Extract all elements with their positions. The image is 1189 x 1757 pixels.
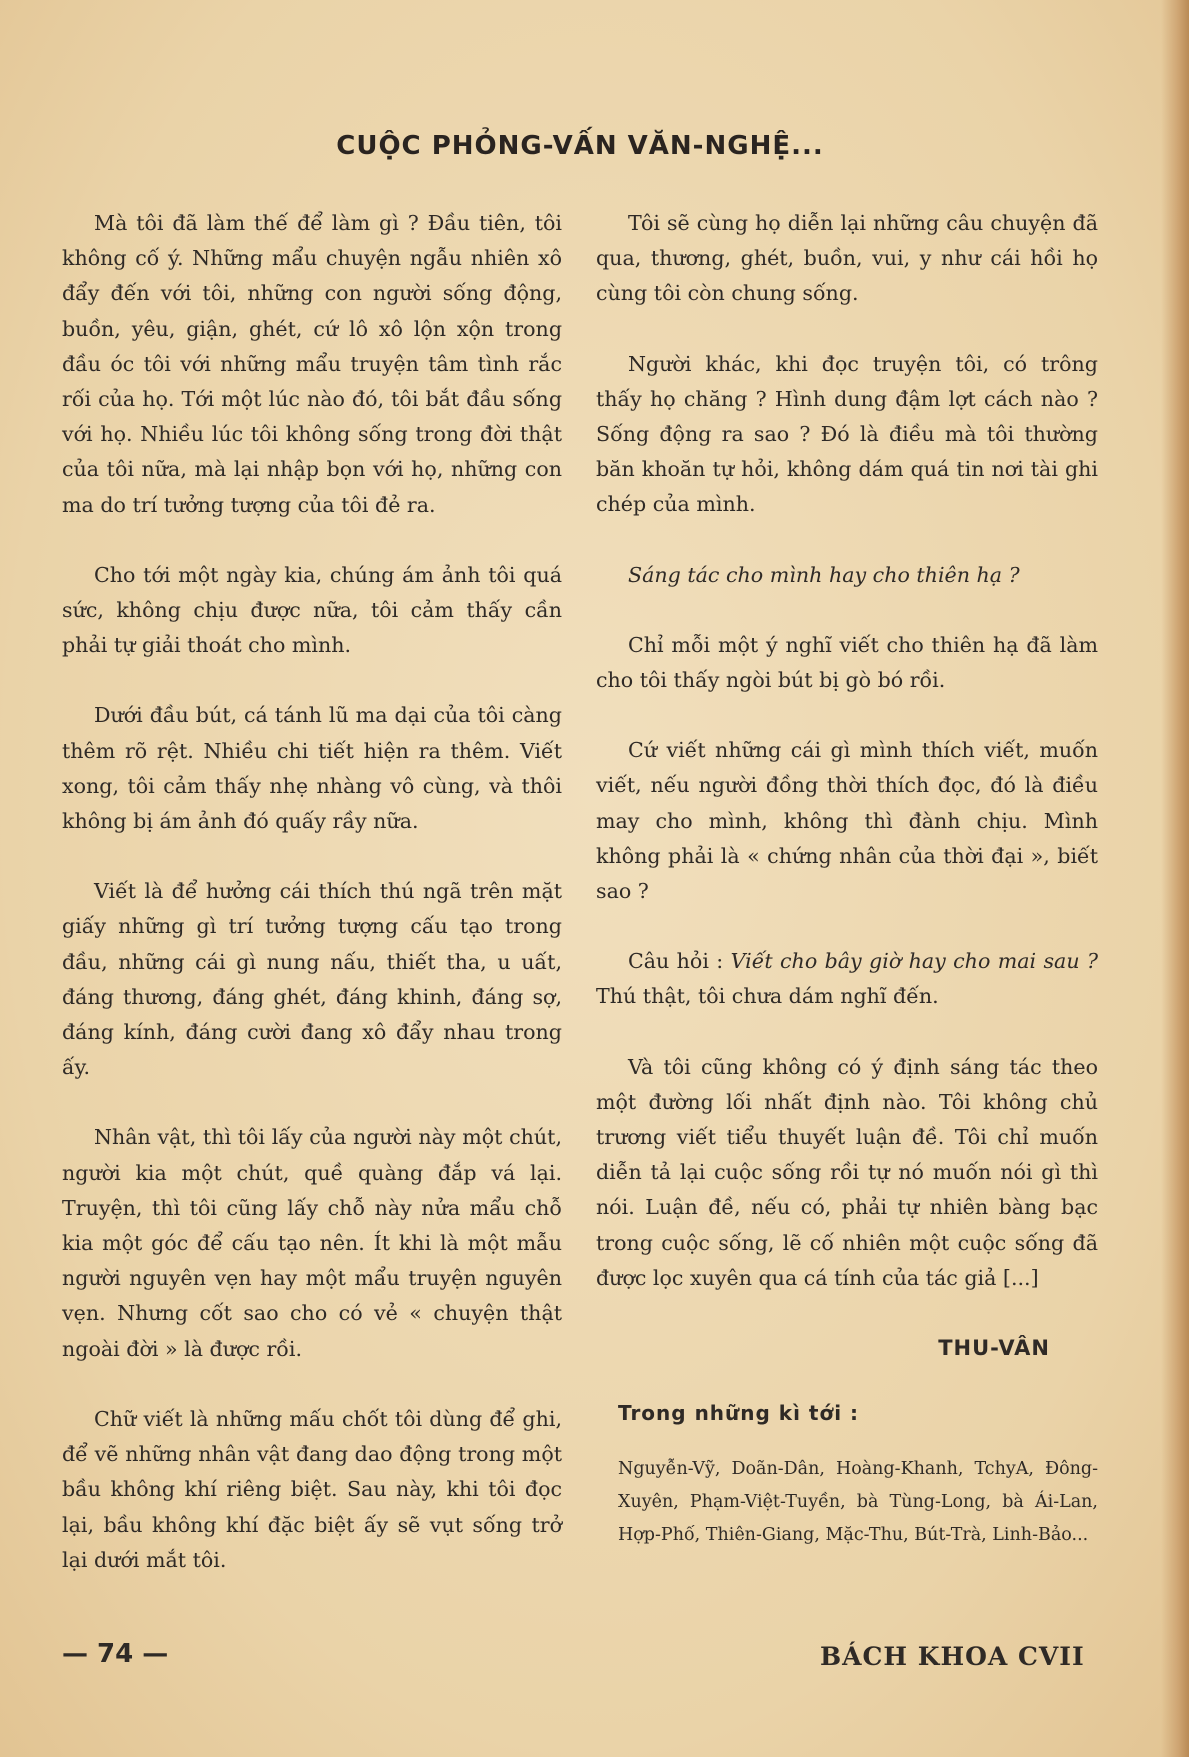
- left-paragraph-2: Cho tới một ngày kia, chúng ám ảnh tôi quá sức, không chịu được nữa, tôi cảm thấy cần phải tự giải thoát cho mình.: [62, 562, 562, 658]
- question-answer: Thú thật, tôi chưa dám nghĩ đến.: [596, 984, 939, 1009]
- page-number: — 74 —: [62, 1639, 169, 1669]
- left-paragraph-5: Nhân vật, thì tôi lấy của người này một chút, người kia một chút, quề quàng đắp vá lại. Truyện, thì tôi cũng lấy chỗ này nửa mẩu chỗ kia một góc để cấu tạo nên. Ít khi là một mẫu người nguyên vẹn hay một mẩu truyện nguyên vẹn. Nhưng cốt sao cho có vẻ « chuyện thật ngoài đời » là được rồi.: [62, 1125, 562, 1361]
- upcoming-title: Trong những kì tới :: [618, 1401, 860, 1426]
- question-lead: Câu hỏi :: [628, 949, 731, 974]
- interview-question-2: Viết cho bây giờ hay cho mai sau ?: [730, 949, 1098, 974]
- right-column: [596, 206, 1098, 1552]
- right-paragraph-1: Tôi sẽ cùng họ diễn lại những câu chuyện đã qua, thương, ghét, buồn, vui, y như cái hồi họ cùng tôi còn chung sống.: [596, 211, 1098, 306]
- author-signature: THU-VÂN: [938, 1336, 1050, 1361]
- left-paragraph-6: Chữ viết là những mấu chốt tôi dùng để ghi, để vẽ những nhân vật đang dao động trong một bầu không khí riêng biệt. Sau này, khi tôi đọc lại, bầu không khí đặc biệt ấy sẽ vụt sống trở lại dưới mắt tôi.: [62, 1406, 562, 1572]
- right-paragraph-3: Chỉ mỗi một ý nghĩ viết cho thiên hạ đã làm cho tôi thấy ngòi bút bị gò bó rồi.: [596, 632, 1098, 693]
- page-edge-shadow: [1161, 0, 1189, 1757]
- left-paragraph-3: Dưới đầu bút, cá tánh lũ ma dại của tôi càng thêm rõ rệt. Nhiều chi tiết hiện ra thêm. Viết xong, tôi cảm thấy nhẹ nhàng vô cùng, và thôi không bị ám ảnh đó quấy rầy nữa.: [62, 703, 562, 834]
- journal-name: BÁCH KHOA CVII: [820, 1642, 1085, 1671]
- interview-question-1: Sáng tác cho mình hay cho thiên hạ ?: [628, 562, 1020, 587]
- left-column: [62, 206, 562, 1613]
- right-paragraph-4: Cứ viết những cái gì mình thích viết, muốn viết, nếu người đồng thời thích đọc, đó là điều may cho mình, không thì đành chịu. Mình không phải là « chứng nhân của thời đại », biết sao ?: [596, 738, 1098, 904]
- left-paragraph-1: Mà tôi đã làm thế để làm gì ? Đầu tiên, tôi không cố ý. Những mẩu chuyện ngẫu nhiên xô đẩy đến với tôi, những con người sống động, buồn, yêu, giận, ghét, cứ lô xô lộn xộn trong đầu óc tôi với những mẩu truyện tâm tình rắc rối của họ. Tới một lúc nào đó, tôi bắt đầu sống với họ. Nhiều lúc tôi không sống trong đời thật của tôi nữa, mà lại nhập bọn với họ, những con ma do trí tưởng tượng của tôi đẻ ra.: [62, 211, 562, 517]
- right-paragraph-6: Và tôi cũng không có ý định sáng tác theo một đường lối nhất định nào. Tôi không chủ trương viết tiểu thuyết luận đề. Tôi chỉ muốn diễn tả lại cuộc sống rồi tự nó muốn nói gì thì nói. Luận đề, nếu có, phải tự nhiên bàng bạc trong cuộc sống, lẽ cố nhiên một cuộc sống đã được lọc xuyên qua cá tính của tác giả [...]: [596, 1054, 1098, 1290]
- upcoming-list: Nguyễn-Vỹ, Doãn-Dân, Hoàng-Khanh, TchyA, Đông-Xuyên, Phạm-Việt-Tuyền, bà Tùng-Long, bà Ái-Lan, Hợp-Phố, Thiên-Giang, Mặc-Thu, Bút-Trà, Linh-Bảo...: [618, 1459, 1098, 1546]
- left-paragraph-4: Viết là để hưởng cái thích thú ngã trên mặt giấy những gì trí tưởng tượng cấu tạo trong đầu, những cái gì nung nấu, thiết tha, u uất, đáng thương, đáng ghét, đáng khinh, đáng sợ, đáng kính, đáng cười đang xô đẩy nhau trong ấy.: [62, 879, 562, 1080]
- running-head: CUỘC PHỎNG-VẤN VĂN-NGHỆ...: [336, 131, 824, 161]
- right-paragraph-5: [596, 944, 1098, 1014]
- right-paragraph-2: Người khác, khi đọc truyện tôi, có trông thấy họ chăng ? Hình dung đậm lợt cách nào ? Sống động ra sao ? Đó là điều mà tôi thường băn khoăn tự hỏi, không dám quá tin nơi tài ghi chép của mình.: [596, 351, 1098, 517]
